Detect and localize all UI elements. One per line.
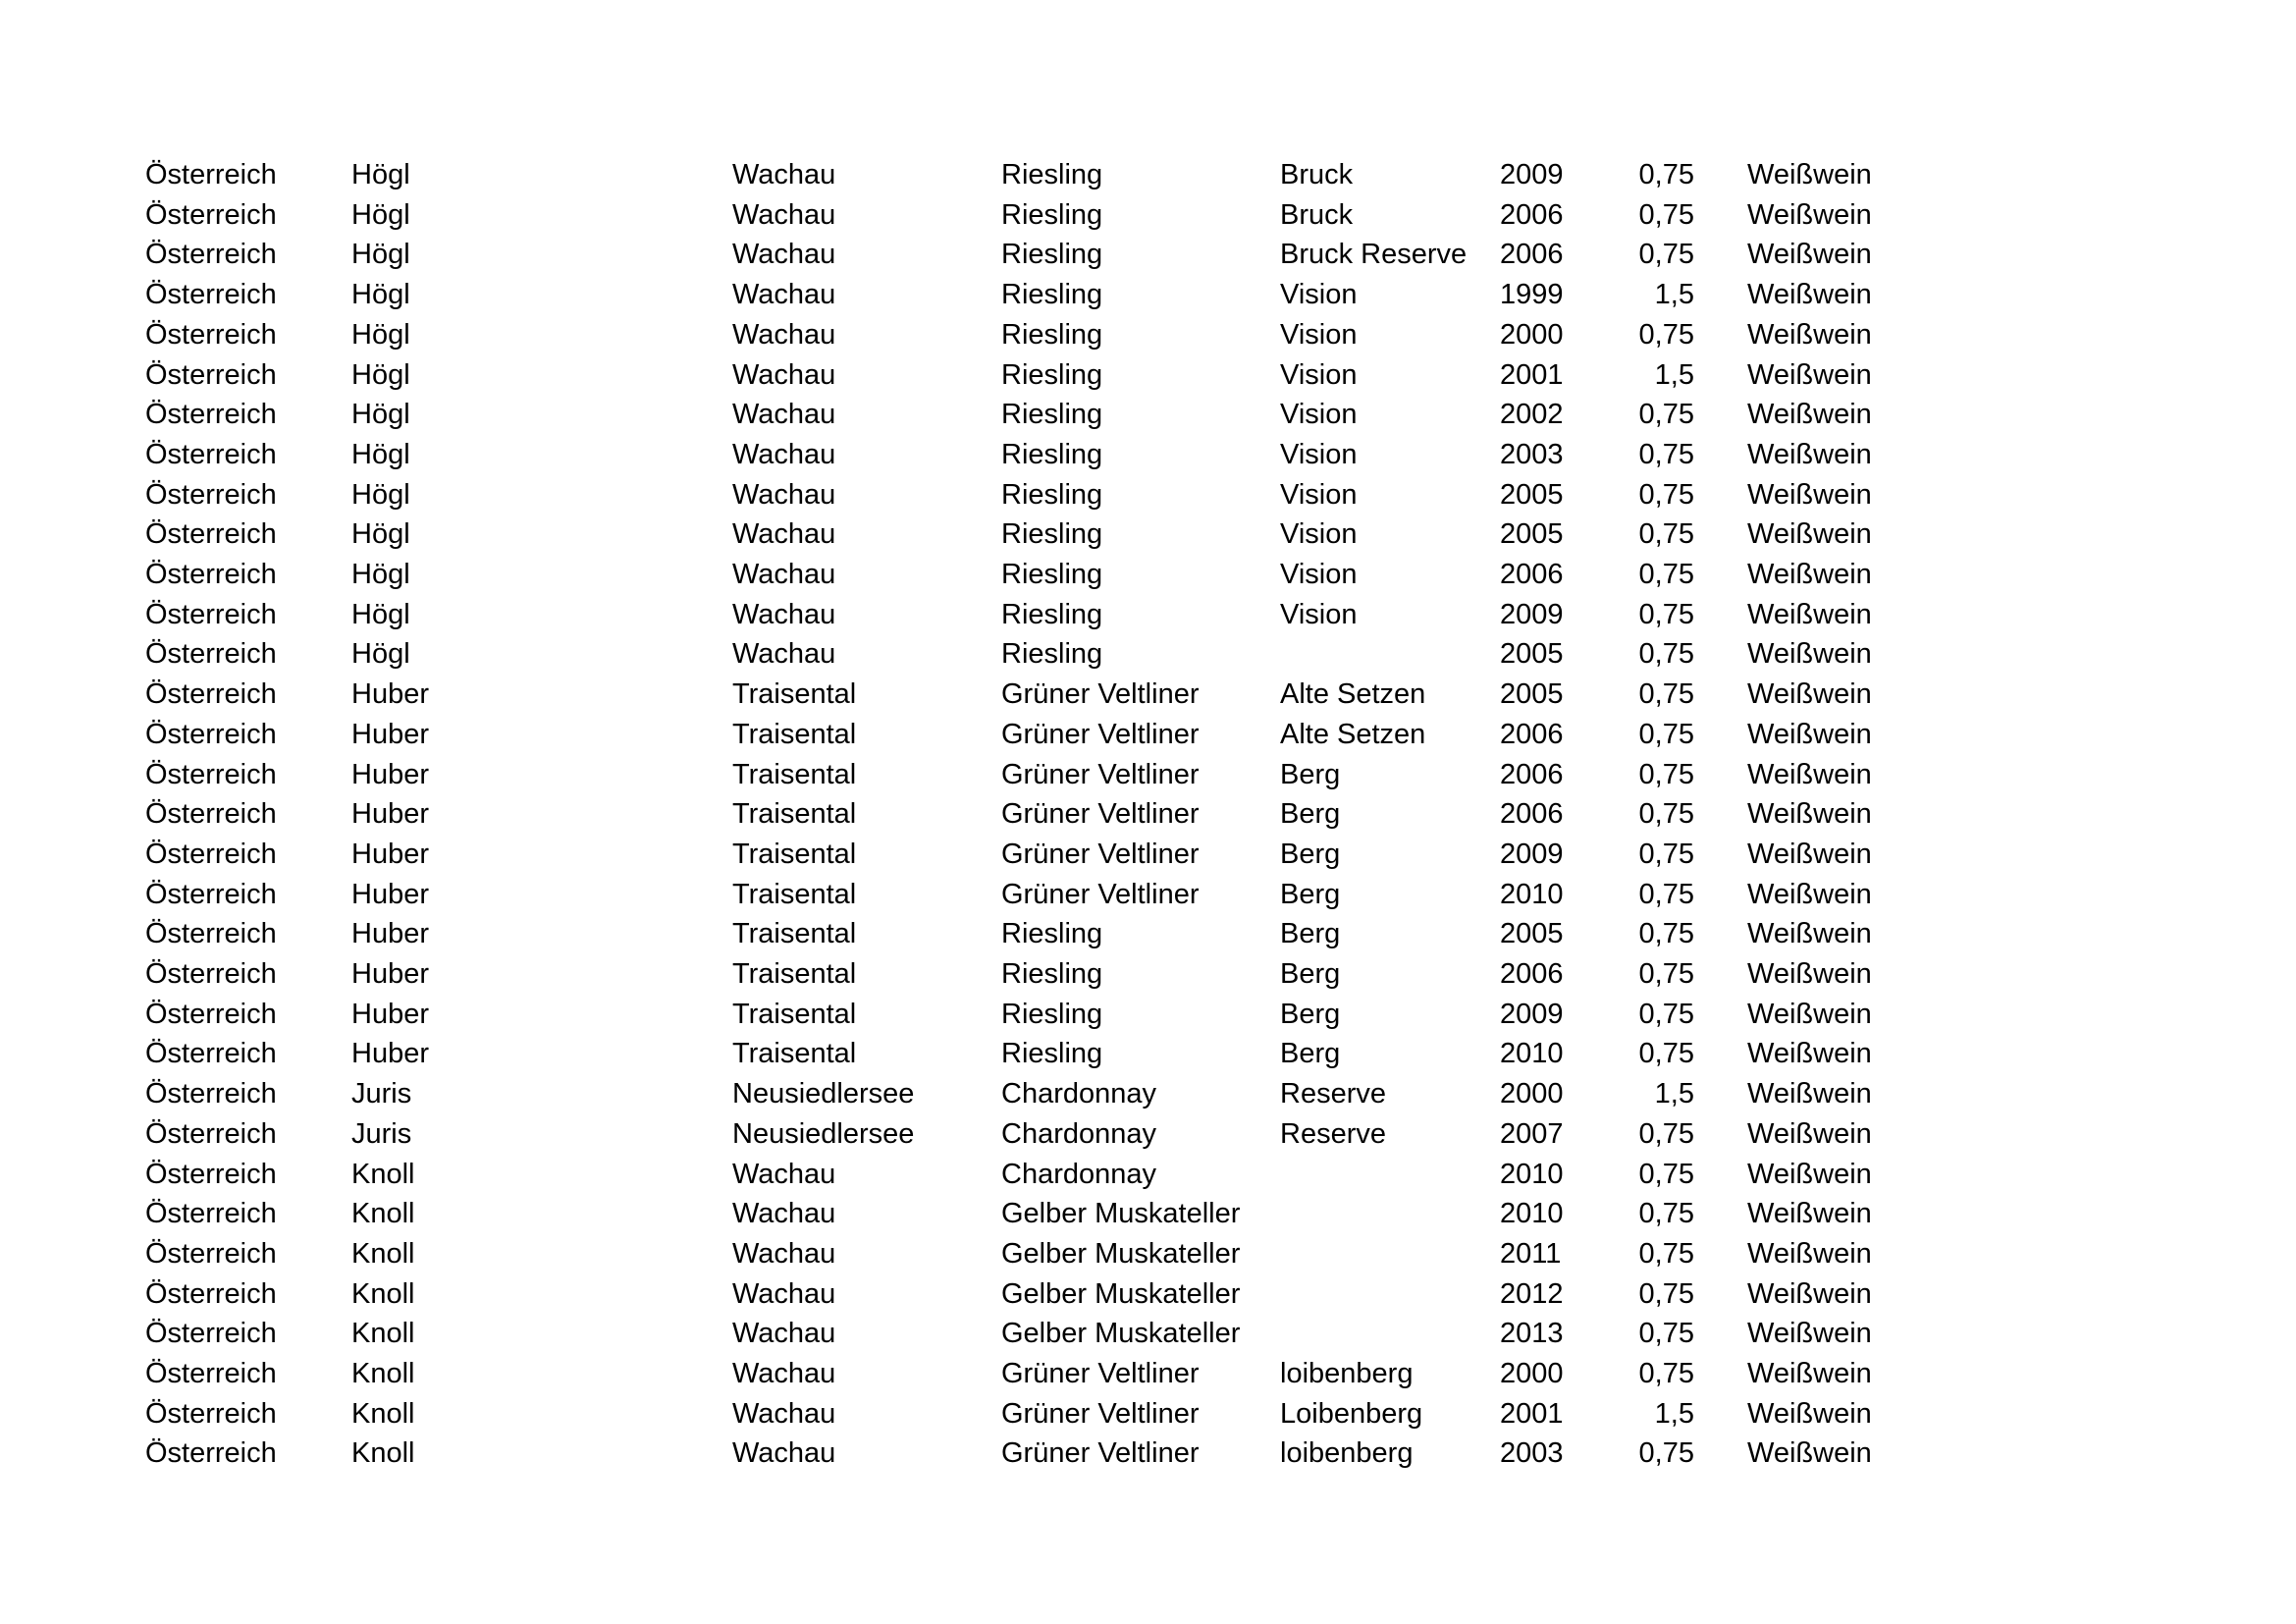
region-cell: Wachau	[732, 478, 836, 511]
vintage-cell: 2006	[1500, 718, 1564, 750]
country-cell: Österreich	[145, 159, 277, 190]
bottle-size-cell: 0,75	[1638, 918, 1694, 950]
bottle-size-cell: 1,5	[1654, 1078, 1694, 1110]
table-row	[0, 395, 2296, 435]
site-cell: Bruck Reserve	[1280, 239, 1468, 271]
country-cell: Österreich	[145, 758, 277, 790]
table-row	[0, 435, 2296, 475]
region-cell: Wachau	[732, 1437, 836, 1470]
country-cell: Österreich	[145, 438, 277, 470]
producer-cell: Huber	[351, 798, 429, 831]
wine-type-cell: Weißwein	[1747, 878, 1872, 910]
producer-cell: Huber	[351, 998, 429, 1030]
region-cell: Traisental	[732, 958, 857, 990]
wine-type-cell: Weißwein	[1747, 678, 1872, 711]
grape-cell: Riesling	[1001, 918, 1103, 950]
wine-type-cell: Weißwein	[1747, 399, 1872, 431]
country-cell: Österreich	[145, 878, 277, 910]
country-cell: Österreich	[145, 399, 277, 431]
vintage-cell: 2010	[1500, 1038, 1564, 1070]
site-cell: Vision	[1280, 559, 1358, 590]
bottle-size-cell: 0,75	[1638, 878, 1694, 910]
wine-type-cell: Weißwein	[1747, 1158, 1872, 1190]
wine-type-cell: Weißwein	[1747, 1397, 1872, 1430]
vintage-cell: 2013	[1500, 1318, 1564, 1350]
bottle-size-cell: 0,75	[1638, 318, 1694, 351]
grape-cell: Chardonnay	[1001, 1117, 1156, 1150]
vintage-cell: 2010	[1500, 1158, 1564, 1190]
grape-cell: Riesling	[1001, 598, 1103, 630]
wine-type-cell: Weißwein	[1747, 798, 1872, 831]
region-cell: Wachau	[732, 1397, 836, 1430]
table-row	[0, 794, 2296, 835]
vintage-cell: 2000	[1500, 1358, 1564, 1389]
region-cell: Neusiedlersee	[732, 1117, 915, 1150]
bottle-size-cell: 0,75	[1638, 1237, 1694, 1270]
vintage-cell: 2006	[1500, 958, 1564, 990]
grape-cell: Riesling	[1001, 998, 1103, 1030]
bottle-size-cell: 0,75	[1638, 798, 1694, 831]
country-cell: Österreich	[145, 638, 277, 671]
bottle-size-cell: 0,75	[1638, 1437, 1694, 1470]
vintage-cell: 2005	[1500, 638, 1564, 671]
site-cell: Bruck	[1280, 198, 1354, 231]
producer-cell: Högl	[351, 159, 410, 190]
region-cell: Traisental	[732, 758, 857, 790]
grape-cell: Riesling	[1001, 239, 1103, 271]
table-row	[0, 755, 2296, 795]
bottle-size-cell: 0,75	[1638, 399, 1694, 431]
table-row	[0, 355, 2296, 396]
grape-cell: Riesling	[1001, 1038, 1103, 1070]
site-cell: Loibenberg	[1280, 1397, 1423, 1430]
wine-type-cell: Weißwein	[1747, 518, 1872, 551]
table-row	[0, 1274, 2296, 1315]
bottle-size-cell: 0,75	[1638, 518, 1694, 551]
grape-cell: Gelber Muskateller	[1001, 1198, 1241, 1230]
grape-cell: Grüner Veltliner	[1001, 678, 1200, 711]
country-cell: Österreich	[145, 318, 277, 351]
producer-cell: Juris	[351, 1078, 412, 1110]
country-cell: Österreich	[145, 958, 277, 990]
grape-cell: Chardonnay	[1001, 1158, 1156, 1190]
wine-type-cell: Weißwein	[1747, 918, 1872, 950]
table-row	[0, 914, 2296, 954]
table-row	[0, 195, 2296, 236]
grape-cell: Grüner Veltliner	[1001, 1397, 1200, 1430]
region-cell: Neusiedlersee	[732, 1078, 915, 1110]
producer-cell: Knoll	[351, 1277, 415, 1310]
region-cell: Wachau	[732, 1358, 836, 1389]
site-cell: Vision	[1280, 518, 1358, 551]
producer-cell: Högl	[351, 358, 410, 391]
region-cell: Traisental	[732, 998, 857, 1030]
grape-cell: Grüner Veltliner	[1001, 758, 1200, 790]
producer-cell: Knoll	[351, 1158, 415, 1190]
wine-type-cell: Weißwein	[1747, 958, 1872, 990]
country-cell: Österreich	[145, 1437, 277, 1470]
country-cell: Österreich	[145, 239, 277, 271]
table-row	[0, 275, 2296, 315]
grape-cell: Riesling	[1001, 358, 1103, 391]
producer-cell: Huber	[351, 958, 429, 990]
grape-cell: Gelber Muskateller	[1001, 1237, 1241, 1270]
producer-cell: Knoll	[351, 1237, 415, 1270]
grape-cell: Grüner Veltliner	[1001, 1437, 1200, 1470]
wine-type-cell: Weißwein	[1747, 198, 1872, 231]
bottle-size-cell: 0,75	[1638, 1038, 1694, 1070]
bottle-size-cell: 0,75	[1638, 478, 1694, 511]
bottle-size-cell: 0,75	[1638, 838, 1694, 870]
vintage-cell: 2009	[1500, 598, 1564, 630]
vintage-cell: 2005	[1500, 518, 1564, 551]
region-cell: Wachau	[732, 358, 836, 391]
site-cell: Berg	[1280, 918, 1341, 950]
vintage-cell: 2006	[1500, 198, 1564, 231]
vintage-cell: 2005	[1500, 478, 1564, 511]
country-cell: Österreich	[145, 798, 277, 831]
region-cell: Traisental	[732, 798, 857, 831]
site-cell: Alte Setzen	[1280, 718, 1426, 750]
grape-cell: Grüner Veltliner	[1001, 718, 1200, 750]
table-row	[0, 835, 2296, 875]
bottle-size-cell: 0,75	[1638, 758, 1694, 790]
bottle-size-cell: 0,75	[1638, 998, 1694, 1030]
table-row	[0, 954, 2296, 995]
wine-type-cell: Weißwein	[1747, 598, 1872, 630]
table-row	[0, 475, 2296, 515]
bottle-size-cell: 0,75	[1638, 438, 1694, 470]
producer-cell: Högl	[351, 279, 410, 311]
grape-cell: Grüner Veltliner	[1001, 1358, 1200, 1389]
grape-cell: Riesling	[1001, 198, 1103, 231]
site-cell: Berg	[1280, 998, 1341, 1030]
site-cell: Vision	[1280, 279, 1358, 311]
wine-type-cell: Weißwein	[1747, 838, 1872, 870]
country-cell: Österreich	[145, 198, 277, 231]
country-cell: Österreich	[145, 718, 277, 750]
wine-type-cell: Weißwein	[1747, 1038, 1872, 1070]
table-row	[0, 1434, 2296, 1474]
vintage-cell: 2002	[1500, 399, 1564, 431]
region-cell: Wachau	[732, 279, 836, 311]
producer-cell: Knoll	[351, 1318, 415, 1350]
vintage-cell: 2006	[1500, 758, 1564, 790]
bottle-size-cell: 0,75	[1638, 159, 1694, 190]
bottle-size-cell: 0,75	[1638, 559, 1694, 590]
country-cell: Österreich	[145, 918, 277, 950]
wine-type-cell: Weißwein	[1747, 1117, 1872, 1150]
country-cell: Österreich	[145, 478, 277, 511]
table-row	[0, 555, 2296, 595]
bottle-size-cell: 0,75	[1638, 1277, 1694, 1310]
wine-type-cell: Weißwein	[1747, 1198, 1872, 1230]
region-cell: Wachau	[732, 438, 836, 470]
vintage-cell: 2003	[1500, 1437, 1564, 1470]
country-cell: Österreich	[145, 598, 277, 630]
vintage-cell: 2012	[1500, 1277, 1564, 1310]
grape-cell: Riesling	[1001, 318, 1103, 351]
region-cell: Wachau	[732, 518, 836, 551]
producer-cell: Knoll	[351, 1397, 415, 1430]
wine-type-cell: Weißwein	[1747, 478, 1872, 511]
site-cell: Berg	[1280, 798, 1341, 831]
producer-cell: Högl	[351, 518, 410, 551]
table-row	[0, 995, 2296, 1035]
wine-type-cell: Weißwein	[1747, 318, 1872, 351]
table-row	[0, 595, 2296, 635]
producer-cell: Högl	[351, 399, 410, 431]
producer-cell: Huber	[351, 878, 429, 910]
site-cell: Berg	[1280, 758, 1341, 790]
grape-cell: Grüner Veltliner	[1001, 878, 1200, 910]
region-cell: Wachau	[732, 318, 836, 351]
table-row	[0, 634, 2296, 675]
site-cell: Vision	[1280, 399, 1358, 431]
country-cell: Österreich	[145, 1198, 277, 1230]
site-cell: Reserve	[1280, 1078, 1386, 1110]
wine-type-cell: Weißwein	[1747, 438, 1872, 470]
site-cell: Berg	[1280, 878, 1341, 910]
bottle-size-cell: 1,5	[1654, 1397, 1694, 1430]
site-cell: Vision	[1280, 598, 1358, 630]
wine-type-cell: Weißwein	[1747, 159, 1872, 190]
grape-cell: Grüner Veltliner	[1001, 798, 1200, 831]
country-cell: Österreich	[145, 998, 277, 1030]
producer-cell: Högl	[351, 598, 410, 630]
bottle-size-cell: 0,75	[1638, 1158, 1694, 1190]
grape-cell: Riesling	[1001, 518, 1103, 551]
wine-type-cell: Weißwein	[1747, 279, 1872, 311]
table-row	[0, 1314, 2296, 1354]
site-cell: loibenberg	[1280, 1358, 1414, 1389]
grape-cell: Riesling	[1001, 478, 1103, 511]
wine-type-cell: Weißwein	[1747, 998, 1872, 1030]
wine-type-cell: Weißwein	[1747, 1237, 1872, 1270]
wine-type-cell: Weißwein	[1747, 239, 1872, 271]
site-cell: Berg	[1280, 958, 1341, 990]
grape-cell: Chardonnay	[1001, 1078, 1156, 1110]
vintage-cell: 2009	[1500, 838, 1564, 870]
producer-cell: Högl	[351, 478, 410, 511]
country-cell: Österreich	[145, 678, 277, 711]
region-cell: Wachau	[732, 598, 836, 630]
producer-cell: Huber	[351, 918, 429, 950]
producer-cell: Högl	[351, 638, 410, 671]
producer-cell: Högl	[351, 559, 410, 590]
region-cell: Wachau	[732, 1277, 836, 1310]
region-cell: Traisental	[732, 1038, 857, 1070]
vintage-cell: 2001	[1500, 1397, 1564, 1430]
region-cell: Traisental	[732, 918, 857, 950]
producer-cell: Huber	[351, 758, 429, 790]
grape-cell: Riesling	[1001, 399, 1103, 431]
table-row	[0, 514, 2296, 555]
grape-cell: Grüner Veltliner	[1001, 838, 1200, 870]
country-cell: Österreich	[145, 1318, 277, 1350]
grape-cell: Riesling	[1001, 958, 1103, 990]
region-cell: Wachau	[732, 1158, 836, 1190]
vintage-cell: 2005	[1500, 918, 1564, 950]
wine-type-cell: Weißwein	[1747, 358, 1872, 391]
producer-cell: Högl	[351, 318, 410, 351]
bottle-size-cell: 0,75	[1638, 638, 1694, 671]
producer-cell: Högl	[351, 438, 410, 470]
vintage-cell: 1999	[1500, 279, 1564, 311]
wine-type-cell: Weißwein	[1747, 758, 1872, 790]
bottle-size-cell: 0,75	[1638, 198, 1694, 231]
vintage-cell: 2009	[1500, 159, 1564, 190]
site-cell: Vision	[1280, 438, 1358, 470]
producer-cell: Knoll	[351, 1437, 415, 1470]
producer-cell: Knoll	[351, 1358, 415, 1389]
bottle-size-cell: 0,75	[1638, 1198, 1694, 1230]
wine-type-cell: Weißwein	[1747, 1437, 1872, 1470]
producer-cell: Juris	[351, 1117, 412, 1150]
vintage-cell: 2010	[1500, 878, 1564, 910]
wine-type-cell: Weißwein	[1747, 718, 1872, 750]
producer-cell: Huber	[351, 718, 429, 750]
region-cell: Wachau	[732, 399, 836, 431]
vintage-cell: 2011	[1500, 1237, 1562, 1270]
region-cell: Traisental	[732, 878, 857, 910]
table-row	[0, 875, 2296, 915]
grape-cell: Riesling	[1001, 159, 1103, 190]
country-cell: Österreich	[145, 279, 277, 311]
country-cell: Österreich	[145, 1237, 277, 1270]
vintage-cell: 2000	[1500, 318, 1564, 351]
bottle-size-cell: 0,75	[1638, 718, 1694, 750]
table-row	[0, 1354, 2296, 1394]
site-cell: Berg	[1280, 838, 1341, 870]
grape-cell: Gelber Muskateller	[1001, 1277, 1241, 1310]
vintage-cell: 2003	[1500, 438, 1564, 470]
bottle-size-cell: 1,5	[1654, 358, 1694, 391]
wine-type-cell: Weißwein	[1747, 1078, 1872, 1110]
vintage-cell: 2000	[1500, 1078, 1564, 1110]
region-cell: Traisental	[732, 718, 857, 750]
country-cell: Österreich	[145, 559, 277, 590]
vintage-cell: 2005	[1500, 678, 1564, 711]
grape-cell: Riesling	[1001, 638, 1103, 671]
site-cell: Vision	[1280, 478, 1358, 511]
country-cell: Österreich	[145, 358, 277, 391]
vintage-cell: 2009	[1500, 998, 1564, 1030]
region-cell: Wachau	[732, 159, 836, 190]
grape-cell: Riesling	[1001, 438, 1103, 470]
site-cell: Bruck	[1280, 159, 1354, 190]
country-cell: Österreich	[145, 518, 277, 551]
region-cell: Wachau	[732, 559, 836, 590]
bottle-size-cell: 0,75	[1638, 958, 1694, 990]
site-cell: Berg	[1280, 1038, 1341, 1070]
vintage-cell: 2006	[1500, 239, 1564, 271]
vintage-cell: 2010	[1500, 1198, 1564, 1230]
table-row	[0, 1074, 2296, 1114]
table-row	[0, 675, 2296, 715]
table-row	[0, 1394, 2296, 1435]
region-cell: Traisental	[732, 838, 857, 870]
grape-cell: Riesling	[1001, 559, 1103, 590]
wine-type-cell: Weißwein	[1747, 1358, 1872, 1389]
site-cell: Vision	[1280, 358, 1358, 391]
country-cell: Österreich	[145, 1158, 277, 1190]
country-cell: Österreich	[145, 1358, 277, 1389]
site-cell: loibenberg	[1280, 1437, 1414, 1470]
table-row	[0, 235, 2296, 275]
table-row	[0, 1234, 2296, 1274]
producer-cell: Högl	[351, 198, 410, 231]
wine-type-cell: Weißwein	[1747, 559, 1872, 590]
vintage-cell: 2001	[1500, 358, 1564, 391]
region-cell: Wachau	[732, 1198, 836, 1230]
producer-cell: Huber	[351, 1038, 429, 1070]
wine-type-cell: Weißwein	[1747, 1318, 1872, 1350]
bottle-size-cell: 0,75	[1638, 678, 1694, 711]
country-cell: Österreich	[145, 1117, 277, 1150]
bottle-size-cell: 0,75	[1638, 598, 1694, 630]
table-row	[0, 1155, 2296, 1195]
producer-cell: Högl	[351, 239, 410, 271]
table-row	[0, 1114, 2296, 1155]
vintage-cell: 2006	[1500, 798, 1564, 831]
grape-cell: Riesling	[1001, 279, 1103, 311]
site-cell: Vision	[1280, 318, 1358, 351]
country-cell: Österreich	[145, 1078, 277, 1110]
bottle-size-cell: 0,75	[1638, 1358, 1694, 1389]
vintage-cell: 2006	[1500, 559, 1564, 590]
region-cell: Wachau	[732, 239, 836, 271]
table-row	[0, 1194, 2296, 1234]
producer-cell: Huber	[351, 838, 429, 870]
region-cell: Wachau	[732, 638, 836, 671]
table-row	[0, 155, 2296, 195]
bottle-size-cell: 0,75	[1638, 1318, 1694, 1350]
bottle-size-cell: 0,75	[1638, 1117, 1694, 1150]
table-row	[0, 315, 2296, 355]
country-cell: Österreich	[145, 1397, 277, 1430]
bottle-size-cell: 1,5	[1654, 279, 1694, 311]
site-cell: Alte Setzen	[1280, 678, 1426, 711]
producer-cell: Knoll	[351, 1198, 415, 1230]
region-cell: Wachau	[732, 1237, 836, 1270]
region-cell: Traisental	[732, 678, 857, 711]
country-cell: Österreich	[145, 1277, 277, 1310]
country-cell: Österreich	[145, 1038, 277, 1070]
grape-cell: Gelber Muskateller	[1001, 1318, 1241, 1350]
producer-cell: Huber	[351, 678, 429, 711]
vintage-cell: 2007	[1500, 1117, 1564, 1150]
region-cell: Wachau	[732, 1318, 836, 1350]
wine-type-cell: Weißwein	[1747, 1277, 1872, 1310]
wine-type-cell: Weißwein	[1747, 638, 1872, 671]
site-cell: Reserve	[1280, 1117, 1386, 1150]
table-row	[0, 1034, 2296, 1074]
region-cell: Wachau	[732, 198, 836, 231]
country-cell: Österreich	[145, 838, 277, 870]
table-row	[0, 715, 2296, 755]
bottle-size-cell: 0,75	[1638, 239, 1694, 271]
